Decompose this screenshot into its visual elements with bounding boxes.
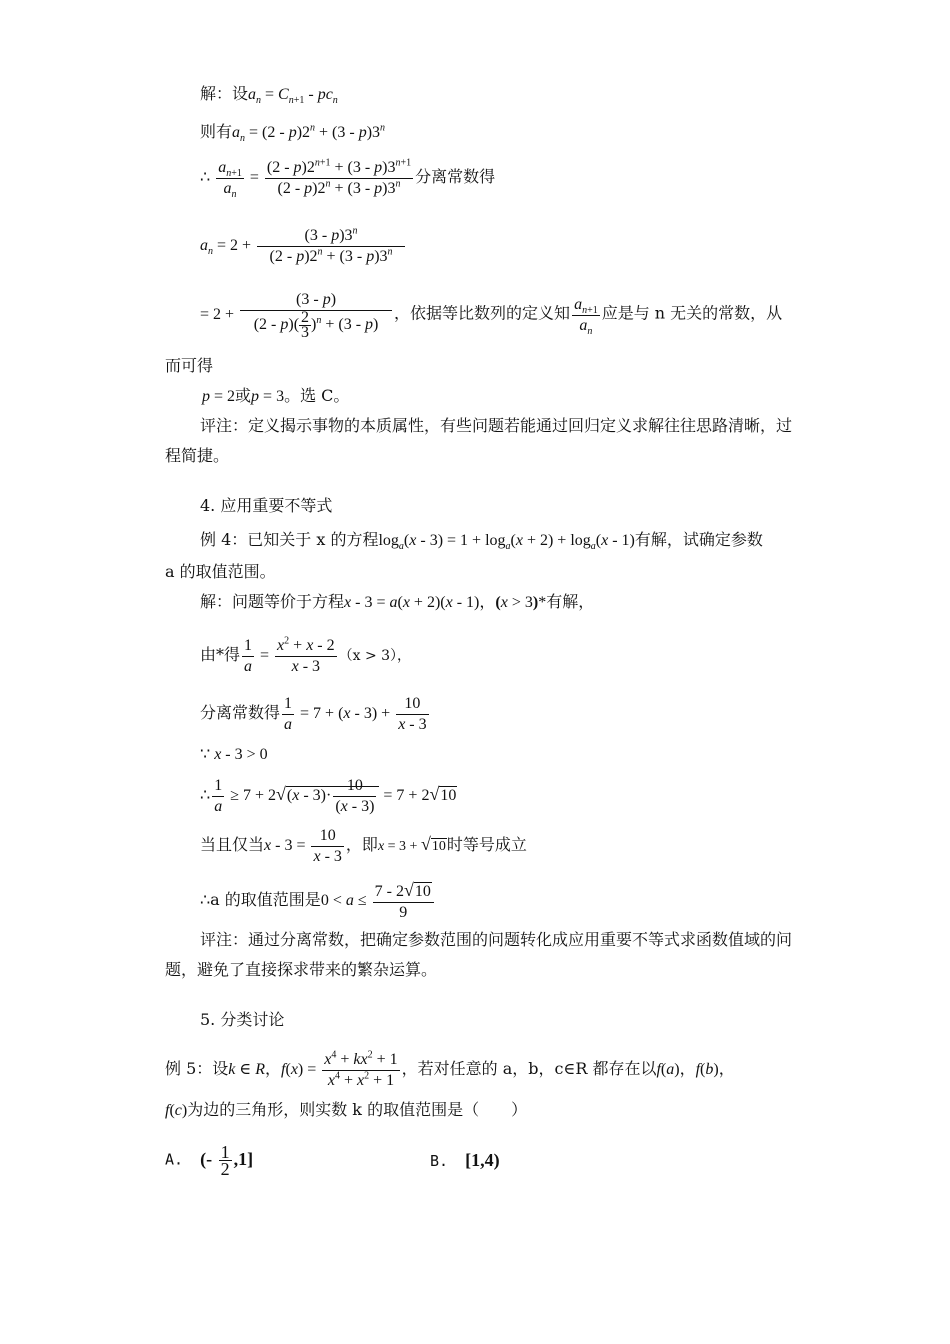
sol3-then: 则有: [200, 122, 233, 141]
sol4-line-intro: [200, 590, 594, 615]
sol3-choose: 。选 C。: [284, 386, 350, 405]
sol3-sep-const: 分离常数得: [415, 167, 496, 187]
option-a-value: (- $\frac{1}{2}$ ,1]: [200, 1142, 254, 1179]
example5-line2: [165, 1098, 527, 1123]
sol4-sep-const: 分离常数得: [200, 703, 281, 723]
sol3-or: 或: [235, 386, 252, 405]
sol4-line-from-star: [200, 636, 411, 677]
example4-lead: 例 4：已知关于 x 的方程: [200, 530, 379, 549]
sol4-line-because: [200, 742, 268, 767]
example5-tail: 为边的三角形，则实数 k 的取值范围是（ ）: [187, 1100, 528, 1119]
sol3-line-an-split: [200, 226, 407, 267]
example4-line2: a 的取值范围。: [165, 562, 276, 581]
comment4-line1: 评注：通过分离常数，把确定参数范围的问题转化成应用重要不等式求函数值域的问: [200, 930, 793, 949]
sol3-line-answer: p = 2或p = 3。选 C。: [202, 386, 350, 405]
sol3-ratio-text: 应是与 n 无关的常数，从: [601, 303, 783, 323]
sol4-cond: （x > 3），: [338, 648, 412, 665]
section4-heading: 4. 应用重要不等式: [200, 496, 333, 515]
sol3-line-ratio: [200, 158, 495, 199]
math-sep: $\frac{1}{a}$ = 7 + (x - 3) + $\frac{10}{x - 3}$: [284, 695, 427, 733]
sol3-line-simplified: = 2 + (3 - p) (2 - p)( $\frac{2}{3}$ )$^n$ + (3 - p) ，依据等比数列的定义知 $\frac{a_{n+1}}{a_n}$ 应是与 n 无关的常数，从: [200, 291, 783, 341]
sol4-line-am-gm: [200, 776, 457, 817]
sol4-line-equality: [200, 826, 527, 867]
math-log-equation: $\log_a(x - 3) = 1 + \log_a(x + 2) + \log_a(x - 1)$: [378, 532, 635, 553]
sol4-intro: 解：问题等价于方程: [200, 592, 345, 611]
option-a-label: A.: [165, 1150, 184, 1169]
sol3-comma-def: ，依据等比数列的定义知: [394, 303, 571, 323]
math-equality: x - 3 = $\frac{10}{x - 3}$: [264, 827, 342, 865]
sol4-range-lead: ∴a 的取值范围是: [200, 890, 321, 910]
comment3-line1: 评注：定义揭示事物的本质属性，有些问题若能通过回归定义求解往往思路清晰，过: [200, 416, 793, 435]
comment4-line2: 题，避免了直接探求带来的繁杂运算。: [165, 960, 438, 979]
option-b-label: B.: [430, 1152, 449, 1170]
section5-heading: 5. 分类讨论: [200, 1010, 285, 1029]
math-fa-fb: f(a)，f(b)，: [656, 1061, 735, 1079]
sol4-namely: ，即: [345, 835, 378, 855]
math-x-value: x = 3 + √10: [377, 834, 446, 855]
sol4-line-sep: [200, 694, 431, 735]
example5-mid: ，若对任意的 a，b，c∈R 都存在以: [401, 1059, 657, 1079]
math-am-gm: ∴ $\frac{1}{a}$ ≥ 7 + 2√(x - 3)· $\frac{10}{(x - 3)}$ = 7 + 2√10: [200, 777, 457, 815]
sol3-hence: 而可得: [165, 356, 214, 375]
sol3-line-setup: [200, 82, 338, 107]
option-a[interactable]: [165, 1144, 253, 1177]
comment3-line2: 程简捷。: [165, 446, 230, 465]
sol4-solvable: 有解，: [546, 592, 595, 611]
option-b[interactable]: [430, 1148, 500, 1173]
math-fc: f(c): [165, 1102, 188, 1119]
math-equiv-eq: x - 3 = a(x + 2)(x - 1)，(x > 3)*: [344, 594, 547, 611]
sol3-intro: 解：设: [200, 84, 249, 103]
option-b-value: [1,4): [465, 1150, 500, 1170]
math-k-in-r: k ∈ R，: [228, 1061, 282, 1079]
math-because: ∵ x - 3 > 0: [200, 746, 268, 763]
example4-line1: [200, 528, 763, 553]
math-range: 0 < a ≤ $\frac{7 - 2√10}{9}$: [321, 892, 436, 909]
sol4-from-star: 由*得: [200, 645, 241, 665]
math-f-def: f(x) = $\frac{x^4 + kx^2 + 1}{x^4 + x^2 + 1}$: [281, 1049, 398, 1089]
math-an-split: $a_n = 2$ + $\frac{(3 - p)3^n}{(2 - p)2^n + (3 - p)3^n}$: [200, 237, 407, 254]
sol4-line-range: [200, 880, 436, 923]
math-ratio: ∴ $\frac{a_{n+1}}{a_n}$ = $\frac{(2 - p)2^{n+1} + (3 - p)3^{n+1}}{(2 - p)2^n + (3 - p)3^n}$: [200, 157, 412, 201]
example5-line1: [165, 1050, 735, 1091]
example5-lead: 例 5：设: [165, 1059, 229, 1079]
sol4-equality-holds: 时等号成立: [446, 835, 527, 855]
math-an-expr: $a_n = (2 - p)2^n + (3 - p)3^n$: [232, 122, 386, 145]
sol4-equality-when: 当且仅当: [200, 835, 265, 855]
sol3-line-then: [200, 120, 385, 145]
math-an-def: $a_n = C_{n+1} - pc_n$: [248, 86, 338, 107]
example4-tail: 有解，试确定参数: [634, 530, 763, 549]
math-simplified: = 2 + (3 - p) (2 - p)( $\frac{2}{3}$ )$^n$ + (3 - p): [200, 306, 394, 323]
math-inv-a: $\frac{1}{a}$ = $\frac{x^2 + x - 2}{x - 3}$: [244, 635, 335, 675]
